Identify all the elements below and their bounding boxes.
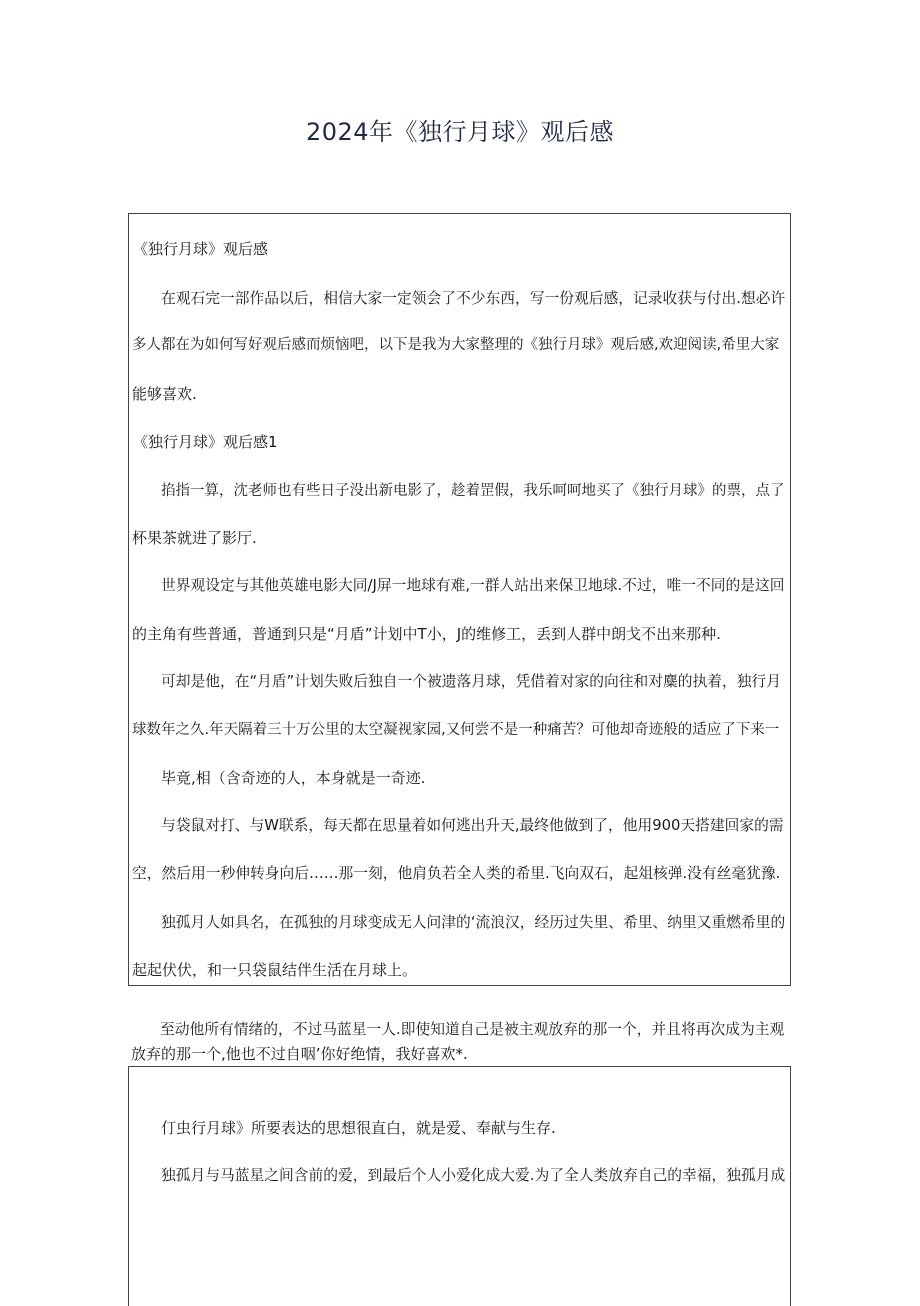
- paragraph-line: 的主角有些普通，普通到只是“月盾”计划中T小，J的维修工，丢到人群中朗戈不出来那种.: [132, 625, 721, 643]
- content-box: [128, 1066, 791, 1306]
- paragraph-line: 能够喜欢.: [132, 385, 197, 403]
- paragraph-line: 在观石完一部作品以后，相信大家一定领会了不少东西，写一份观后感，记录收获与付出.想必许: [161, 290, 786, 307]
- paragraph-line: 放弃的那一个,他也不过自咽’你好绝情，我好喜欢*.: [131, 1045, 468, 1063]
- paragraph-line: 与袋鼠对打、与W联系，每天都在思量着如何逃出升天,最终他做到了，他用900天搭建回家的需: [161, 817, 784, 834]
- paragraph-line: 掐指一算，沈老师也有些日子没出新电影了，趁着罡假，我乐呵呵地买了《独行月球》的票，点了: [161, 483, 785, 499]
- paragraph-line: 球数年之久.年天隔着三十万公里的太空凝视家园,又何尝不是一种痛苦？可他却奇迹般的适应了下来一: [132, 722, 780, 738]
- paragraph-line: 仃虫行月球》所要表达的思想很直白，就是爱、奉献与生存.: [161, 1119, 556, 1137]
- paragraph-line: 毕竟,相（含奇迹的人，本身就是一奇迹.: [161, 769, 426, 787]
- content-box: [128, 213, 791, 986]
- document-title: 2024年《独行月球》观后感: [305, 118, 615, 146]
- paragraph-line: 起起伏伏，和一只袋鼠结伴生活在月球上。: [132, 961, 418, 979]
- paragraph-line: 独孤月人如具名，在孤独的月球变成无人问津的‘流浪汉，经历过失里、希里、纳里又重燃希里的: [161, 914, 786, 931]
- paragraph-line: 杯果茶就进了影厅.: [132, 529, 257, 547]
- paragraph-line: 多人都在为如何写好观后感而烦恼吧，以下是我为大家整理的《独行月球》观后感,欢迎阅读,希里大家: [132, 337, 780, 353]
- paragraph-line: 可却是他，在“月盾”计划失败后独自一个被遗落月球，凭借着对家的向往和对麋的执着，独行月: [161, 673, 782, 690]
- section-heading: 《独行月球》观后感: [133, 240, 269, 258]
- paragraph-line: 独孤月与马蓝星之间含前的爱，到最后个人小爱化成大爱.为了全人类放弃自己的幸福，独孤月成: [161, 1167, 786, 1184]
- paragraph-line: 至动他所有情绪的，不过马蓝星一人.即使知道自己是被主观放弃的那一个，并且将再次成为主观: [160, 1021, 785, 1038]
- paragraph-line: 空，然后用一秒伸转身向后……那一刻，他肩负若全人类的希里.飞向双石，起俎核弹.没有丝毫犹豫.: [132, 865, 781, 882]
- section-subheading: 《独行月球》观后感1: [133, 433, 278, 451]
- paragraph-line: 世界观设定与其他英雄电影大同/J屏一地球有难,一群人站出来保卫地球.不过，唯一不同的是这回: [161, 577, 785, 594]
